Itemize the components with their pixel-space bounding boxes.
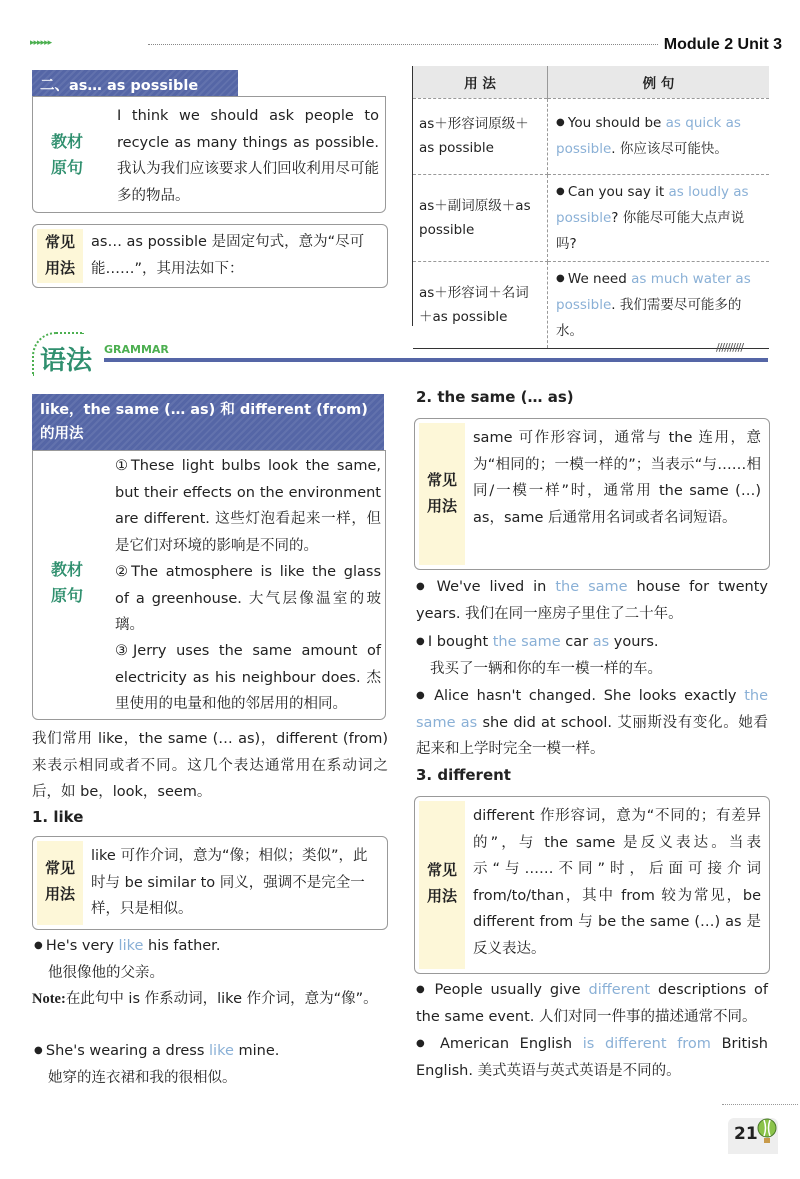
table-cell-example: ● You should be as quick as possible. 你应该尽可能快。 (548, 98, 770, 174)
usage-table-wrap (412, 66, 771, 339)
usage-label: 常见 用法 (37, 229, 83, 283)
textbook-sentence-box (32, 96, 386, 213)
heading-the-same: 2. the same (… as) (416, 388, 574, 406)
table-header-example: 例 句 (548, 66, 770, 98)
left-example-3: ③Jerry uses the same amount of electricity as his neighbour does. 杰里使用的电量和他的邻居用的相同。 (115, 643, 381, 712)
like-note: Note:在此句中 is 作系动词，like 作介词，意为“像”。 (32, 991, 378, 1007)
balloon-icon (756, 1118, 778, 1144)
header-arrows: ▸▸▸▸▸▸ (30, 38, 52, 48)
heading-like: 1. like (32, 808, 84, 826)
like-usage-label: 常见 用法 (37, 841, 83, 925)
usage-box (32, 224, 388, 288)
usage-text: as… as possible 是固定句式，意为“尽可能……”，其用法如下： (91, 234, 365, 277)
left-textbook-box (32, 450, 386, 720)
like-example-2-cn: 她穿的连衣裙和我的很相似。 (48, 1070, 237, 1086)
different-usage-label: 常见 用法 (419, 801, 465, 969)
grammar-slashes: ////////// (716, 341, 744, 354)
same-usage-box (414, 418, 770, 570)
same-example-3: ● Alice hasn't changed. She looks exactly the same as she did at school. 艾丽斯没有变化。她看起来和上学时完全一模一样。 (416, 683, 768, 763)
like-example-1-cn: 他很像他的父亲。 (48, 965, 164, 981)
like-example-2: ● She's wearing a dress like mine. (34, 1038, 384, 1065)
table-cell-example: ● Can you say it as loudly as possible? 你能尽可能大点声说吗? (548, 174, 770, 261)
like-usage-box (32, 836, 388, 930)
page-number: 21 (734, 1124, 758, 1144)
different-example-2: ● American English is different from British English. 美式英语与英式英语是不同的。 (416, 1031, 768, 1084)
table-row (413, 261, 769, 348)
same-usage-text: same 可作形容词，通常与 the 连用，意为“相同的；一模一样的”；当表示“与……相同/一模一样”时，通常用 the same (…) as，same 后通常用名词或者名词短语。 (473, 430, 761, 526)
like-usage-text: like 可作介词，意为“像；相似；类似”，此时与 be similar to 同义，强调不是完全一样，只是相似。 (91, 848, 368, 917)
same-example-2-cn: 我买了一辆和你的车一模一样的车。 (430, 661, 662, 677)
table-cell-usage: as＋形容词原级＋as possible (413, 98, 548, 174)
header-rule (148, 44, 658, 45)
different-example-1: ● People usually give different descriptions of the same event. 人们对同一件事的描述通常不同。 (416, 977, 768, 1030)
left-example-1: ①These light bulbs look the same, but their effects on the environment are different. 这些灯泡看起来一样，但是它们对环境的影响是不同的。 (115, 458, 381, 554)
grammar-rule (104, 358, 768, 362)
left-textbook-label: 教材 原句 (50, 560, 83, 605)
textbook-label: 教材 原句 (50, 132, 83, 177)
table-row (413, 98, 769, 174)
left-intro-paragraph: 我们常用 like，the same (… as)，different (from) 来表示相同或者不同。这几个表达通常用在系动词之后，如 be，look，seem。 (32, 731, 388, 800)
different-usage-text: different 作形容词，意为“不同的；有差异的”，与 the same 是反义表达。当表示“与……不同”时，后面可接介词 from/to/than，其中 from 较为常见，be different from 与 be the same (…) as 是反义表达。 (473, 808, 761, 957)
usage-table (413, 66, 769, 349)
textbook-sentence: I think we should ask people to recycle as many things as possible. 我认为我们应该要求人们回收利用尽可能多的物品。 (117, 108, 379, 204)
page-header-title: Module 2 Unit 3 (663, 36, 782, 53)
footer-rule (722, 1104, 798, 1105)
same-example-2: ● I bought the same car as yours. (416, 629, 768, 656)
like-example-1: ● He's very like his father. (34, 933, 384, 960)
table-header-usage: 用 法 (413, 66, 548, 98)
same-usage-label: 常见 用法 (419, 423, 465, 565)
left-example-2: ②The atmosphere is like the glass of a greenhouse. 大气层像温室的玻璃。 (115, 564, 381, 633)
left-section-banner: like，the same (… as) 和 different (from) 的用法 (32, 394, 384, 450)
table-cell-usage: as＋形容词＋名词＋as possible (413, 261, 548, 348)
table-cell-usage: as＋副词原级＋as possible (413, 174, 548, 261)
section-banner-as-possible: 二、as… as possible (32, 70, 238, 99)
different-usage-box (414, 796, 770, 974)
table-row (413, 174, 769, 261)
grammar-tag: GRAMMAR (104, 343, 169, 356)
table-cell-example: ● We need as much water as possible. 我们需要尽可能多的水。 (548, 261, 770, 348)
heading-different: 3. different (416, 766, 511, 784)
grammar-title: 语法 (40, 346, 93, 376)
same-example-1: ● We've lived in the same house for twenty years. 我们在同一座房子里住了二十年。 (416, 574, 768, 627)
